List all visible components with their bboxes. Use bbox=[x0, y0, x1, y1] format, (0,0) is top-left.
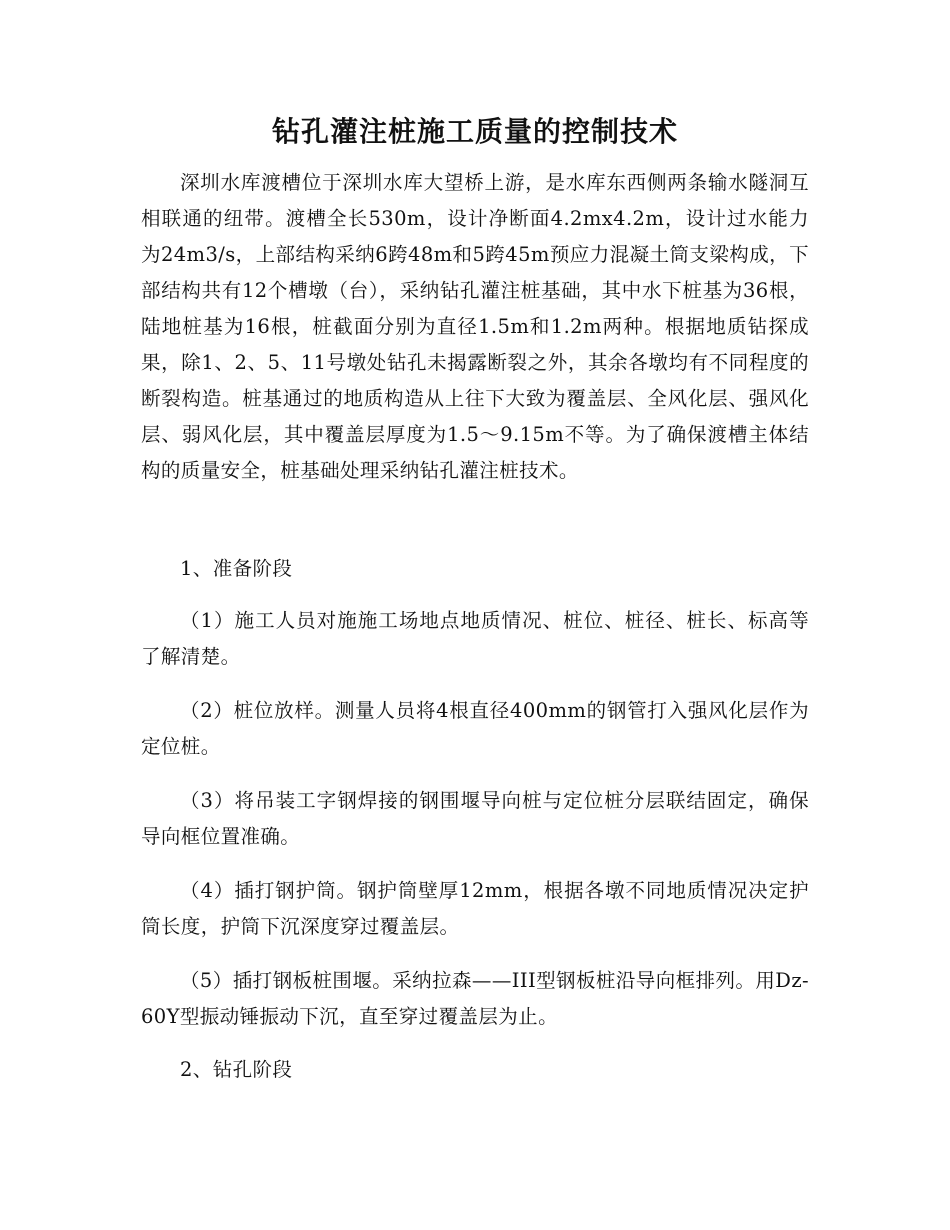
list-item: （4）插打钢护筒。钢护筒壁厚12mm，根据各墩不同地质情况决定护筒长度，护筒下沉深度穿过覆盖层。 bbox=[141, 879, 809, 938]
list-item: （1）施工人员对施施工场地点地质情况、桩位、桩径、桩长、标高等了解清楚。 bbox=[141, 609, 809, 668]
list-item: （5）插打钢板桩围堰。采纳拉森——III型钢板桩沿导向框排列。用Dz-60Y型振动锤振动下沉，直至穿过覆盖层为止。 bbox=[141, 969, 809, 1028]
section-heading-preparation: 1、准备阶段 bbox=[180, 557, 293, 580]
document-title: 钻孔灌注桩施工质量的控制技术 bbox=[271, 115, 678, 148]
list-item: （3）将吊装工字钢焊接的钢围堰导向桩与定位桩分层联结固定，确保导向框位置准确。 bbox=[141, 789, 809, 848]
section-heading-drilling: 2、钻孔阶段 bbox=[180, 1058, 293, 1081]
intro-paragraph: 深圳水库渡槽位于深圳水库大望桥上游，是水库东西侧两条输水隧洞互相联通的纽带。渡槽全长530m，设计净断面4.2mx4.2m，设计过水能力为24m3/s，上部结构采纳6跨48m和5跨45m预应力混凝土筒支梁构成，下部结构共有12个槽墩（台），采纳钻孔灌注桩基础，其中水下桩基为36根，陆地桩基为16根，桩截面分别为直径1.5m和1.2m两种。根据地质钻探成果，除1、2、5、11号墩处钻孔未揭露断裂之外，其余各墩均有不同程度的断裂构造。桩基通过的地质构造从上往下大致为覆盖层、全风化层、强风化层、弱风化层，其中覆盖层厚度为1.5～9.15m不等。为了确保渡槽主体结构的质量安全，桩基础处理采纳钻孔灌注桩技术。 bbox=[141, 171, 809, 482]
list-item: （2）桩位放样。测量人员将4根直径400mm的钢管打入强风化层作为定位桩。 bbox=[141, 699, 809, 758]
